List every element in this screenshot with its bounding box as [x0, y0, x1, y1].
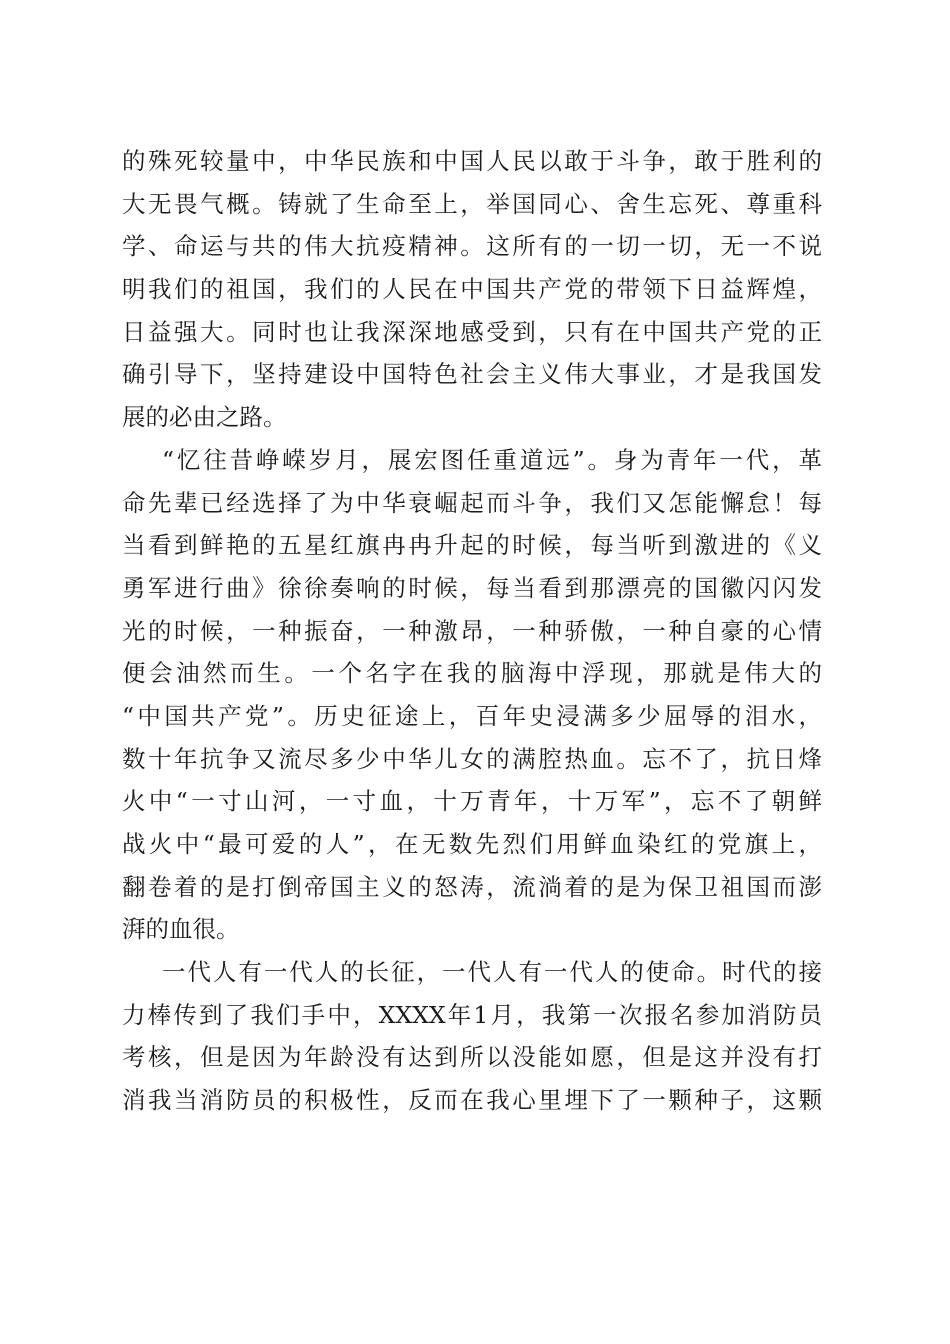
- text-line: 勇军进行曲》徐徐奏响的时候，每当看到那漂亮的国徽闪闪发: [122, 573, 822, 602]
- text-line: 消我当消防员的积极性，反而在我心里埋下了一颗种子，这颗: [122, 1086, 822, 1115]
- text-line: 考核，但是因为年龄没有达到所以没能如愿，但是这并没有打: [122, 1043, 822, 1072]
- text-line: 湃的血很。: [122, 915, 240, 944]
- text-line: 战火中“最可爱的人”，在无数先烈们用鲜血染红的党旗上，: [122, 830, 822, 858]
- text-line: 火中“一寸山河，一寸血，十万青年，十万军”，忘不了朝鲜: [122, 787, 822, 816]
- text-line: “中国共产党”。历史征途上，百年史浸满多少屈辱的泪水，: [122, 701, 822, 730]
- document-body: [122, 140, 822, 1122]
- text-line: 的殊死较量中，中华民族和中国人民以敢于斗争，敢于胜利的: [122, 147, 822, 175]
- text-line: 命先辈已经选择了为中华衰崛起而斗争，我们又怎能懈怠！每: [122, 488, 822, 517]
- text-line: 确引导下，坚持建设中国特色社会主义伟大事业，才是我国发: [122, 360, 822, 389]
- text-line: 日益强大。同时也让我深深地感受到，只有在中国共产党的正: [122, 317, 822, 346]
- paragraph-1: [122, 140, 822, 439]
- text-line: 光的时候，一种振奋，一种激昂，一种骄傲，一种自豪的心情: [122, 616, 822, 645]
- text-line: 力棒传到了我们手中，XXXX年1月，我第一次报名参加消防员: [122, 1000, 822, 1029]
- text-line: 展的必由之路。: [122, 403, 287, 432]
- text-line: 学、命运与共的伟大抗疫精神。这所有的一切一切，无一不说: [122, 232, 822, 261]
- text-line: 便会油然而生。一个名字在我的脑海中浮现，那就是伟大的: [122, 659, 822, 688]
- paragraph-3: [122, 951, 822, 1122]
- text-line: 翻卷着的是打倒帝国主义的怒涛，流淌着的是为保卫祖国而澎: [122, 872, 822, 901]
- text-line: 大无畏气概。铸就了生命至上，举国同心、舍生忘死、尊重科: [122, 189, 822, 218]
- text-line: 一代人有一代人的长征，一代人有一代人的使命。时代的接: [162, 958, 822, 987]
- paragraph-2: [122, 439, 822, 951]
- text-line: “忆往昔峥嵘岁月，展宏图任重道远”。身为青年一代，革: [162, 445, 822, 474]
- text-line: 数十年抗争又流尽多少中华儿女的满腔热血。忘不了，抗日烽: [122, 744, 822, 773]
- text-line: 当看到鲜艳的五星红旗冉冉升起的时候，每当听到激进的《义: [122, 531, 822, 560]
- text-line: 明我们的祖国，我们的人民在中国共产党的带领下日益辉煌，: [122, 275, 822, 304]
